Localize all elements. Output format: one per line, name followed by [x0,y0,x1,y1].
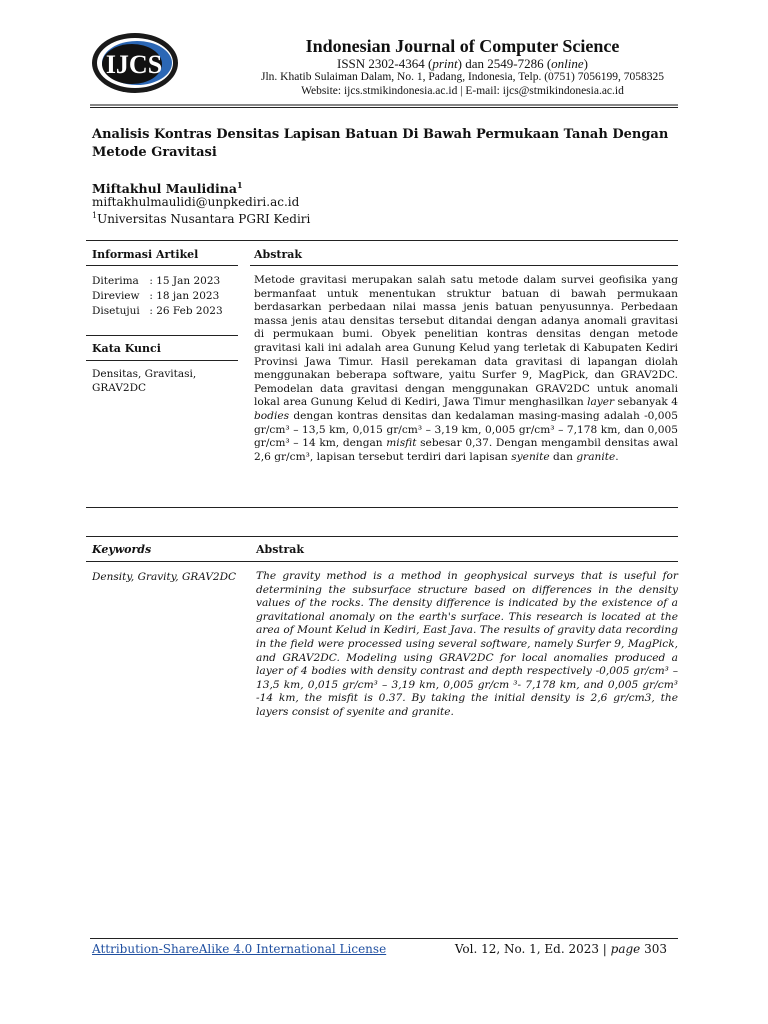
date-reviewed: Direview : 18 jan 2023 [92,290,220,302]
date-accepted: Disetujui : 26 Feb 2023 [92,305,223,317]
license-link[interactable]: Attribution-ShareAlike 4.0 International License [92,942,387,956]
header-rule [90,104,678,106]
footer-rule [90,938,678,939]
logo-text: IJCS [105,50,163,79]
abstract-id: Metode gravitasi merupakan salah satu metode dalam survei geofisika yang bermanfaat untuk menentukan struktur batuan di bawah permukaan berdasarkan perbedaan nilai massa jenis batuan penyusunnya. Perbedaan massa jenis atau densitas tersebut ditandai dengan adanya anomali gravitasi di permukaan bumi. Obyek penelitian kontras densitas dengan metode gravitasi kali ini adalah area Gunung Kelud yang terletak di Kabupaten Kediri Provinsi Jawa Timur. Hasil perekaman data gravitasi di lapangan diolah menggunakan beberapa software, yaitu Surfer 9, MagPick, dan GRAV2DC. Pemodelan data gravitasi dengan menggunakan GRAV2DC untuk anomali lokal area Gunung Kelud di Kediri, Jawa Timur menghasilkan layer sebanyak 4 bodies dengan kontras densitas dan kedalaman masing-masing adalah -0,005 gr/cm³ – 13,5 km, 0,015 gr/cm³ – 3,19 km, 0,005 gr/cm³ – 7,178 km, dan 0,005 gr/cm³ – 14 km, dengan misfit sebesar 0,37. Dengan mengambil densitas awal 2,6 gr/cm³, lapisan tersebut terdiri dari lapisan syenite dan granite. [254,274,678,463]
journal-address: Jln. Khatib Sulaiman Dalam, No. 1, Padang, Indonesia, Telp. (0751) 7056199, 7058325 [260,71,665,83]
issn-line: ISSN 2302-4364 (print) dan 2549-7286 (online) [337,56,588,71]
abstract-en: The gravity method is a method in geophysical surveys that is useful for determining the subsurface structure based on differences in the density values of the rocks. The density difference is indicated by the existence of a gravitational anomaly on the earth's surface. This research is located at the area of Mount Kelud in Kediri, East Java. The results of gravity data recording in the field were processed using several software, namely Surfer 9, MagPick, and GRAV2DC. Modeling using GRAV2DC for local anomalies produced a layer of 4 bodies with density contrast and depth respectively -0,005 gr/cm³ – 13,5 km, 0,015 gr/cm³ – 3,19 km, 0,005 gr/cm ³- 7,178 km, and 0,005 gr/cm³ -14 km, the misfit is 0.37. By taking the initial density is 2,6 gr/cm3, the layers consist of syenite and granite. [256,570,678,718]
en-rule-top [86,536,678,537]
abstract-heading-id: Abstrak [254,248,303,261]
section-rule-bottom [86,507,678,508]
en-rule-mid [86,561,678,562]
keywords-heading-id: Kata Kunci [92,342,161,355]
info-rule [86,265,238,266]
header-rule-thin [90,107,678,108]
article-info-heading: Informasi Artikel [92,248,199,261]
journal-website: Website: ijcs.stmikindonesia.ac.id | E-mail: ijcs@stmikindonesia.ac.id [301,85,624,97]
volume-page: Vol. 12, No. 1, Ed. 2023 | page 303 [454,942,667,956]
keywords-heading-en: Keywords [92,543,152,556]
ijcs-logo [90,32,180,94]
author-affiliation: $^1$Universitas Nusantara PGRI Kediri [92,211,311,226]
abstract-heading-en: Abstrak [256,543,305,556]
author-name: Miftakhul Maulidina$^1$ [92,180,243,197]
keywords-en: Density, Gravity, GRAV2DC [92,571,237,583]
date-received: Diterima : 15 Jan 2023 [92,275,221,287]
keywords-rule-top [86,335,238,336]
author-email: miftakhulmaulidi@unpkediri.ac.id [92,195,300,209]
keywords-id: Densitas, Gravitasi, GRAV2DC [92,368,197,394]
journal-title: Indonesian Journal of Computer Science [305,36,620,56]
section-rule-top [86,240,678,241]
paper-title: Analisis Kontras Densitas Lapisan Batuan Di Bawah Permukaan Tanah Dengan Metode Gravitasi [92,127,669,160]
article-dates [92,274,223,319]
abstract-rule [250,265,678,266]
keywords-rule-bottom [86,360,238,361]
